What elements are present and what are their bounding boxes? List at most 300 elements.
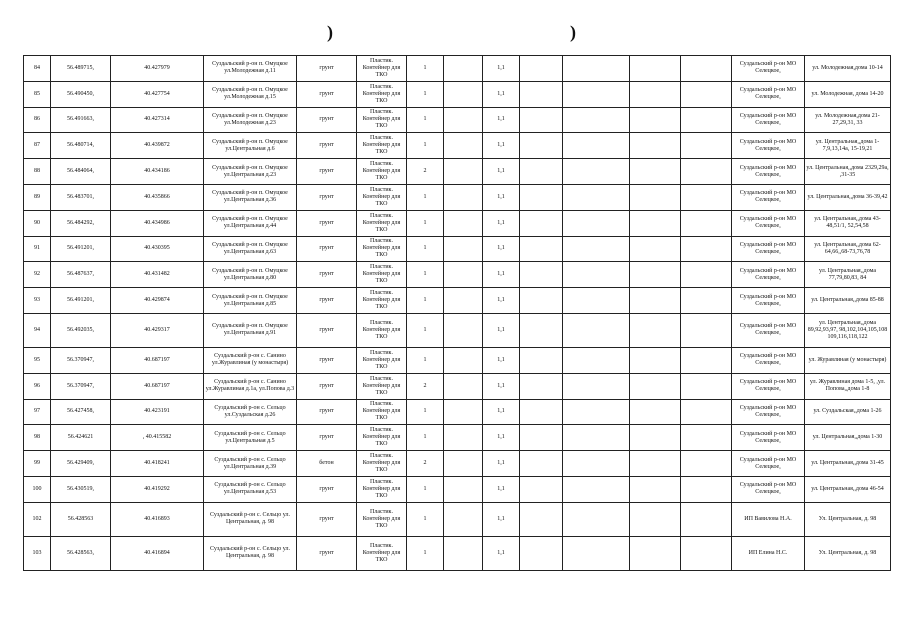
volume-cell: 1,1 <box>483 133 520 159</box>
served-addresses-cell: ул. Журавлиная (у монастыря) <box>805 347 891 373</box>
owner-cell: Суздальский р-он МО Селецкое, <box>732 476 805 502</box>
container-type-cell: Пластик. Контейнер для ТКО <box>357 373 407 399</box>
empty-cell <box>681 502 732 536</box>
empty-cell <box>444 476 483 502</box>
container-count-cell: 1 <box>407 476 444 502</box>
volume-cell: 1,1 <box>483 399 520 425</box>
empty-cell <box>444 451 483 477</box>
table-row <box>24 159 891 185</box>
container-type-cell: Пластик. Контейнер для ТКО <box>357 107 407 133</box>
served-addresses-cell: ул. Центральная,,дома 1-7,9,13,14а, 15-19,21 <box>805 133 891 159</box>
served-addresses-cell: ул. Центральная,,дома 77,79,80,83, 84 <box>805 262 891 288</box>
owner-cell: Суздальский р-он МО Селецкое, <box>732 184 805 210</box>
empty-cell <box>630 81 681 107</box>
address-cell: Суздальский р-он п. Омуцкое ул.Центральная д.63 <box>204 236 297 262</box>
surface-cell: грунт <box>297 81 357 107</box>
empty-cell <box>563 536 630 570</box>
served-addresses-cell: Ул. Центральная, д. 98 <box>805 536 891 570</box>
address-cell: Суздальский р-он с. Сельцо ул. Центральная, д. 98 <box>204 502 297 536</box>
owner-cell: Суздальский р-он МО Селецкое, <box>732 133 805 159</box>
empty-cell <box>444 502 483 536</box>
empty-cell <box>681 536 732 570</box>
table-row <box>24 210 891 236</box>
owner-cell: Суздальский р-он МО Селецкое, <box>732 107 805 133</box>
container-type-cell: Пластик. Контейнер для ТКО <box>357 133 407 159</box>
surface-cell: грунт <box>297 399 357 425</box>
empty-cell <box>444 347 483 373</box>
surface-cell: грунт <box>297 236 357 262</box>
owner-cell: Суздальский р-он МО Селецкое, <box>732 451 805 477</box>
empty-cell <box>681 399 732 425</box>
container-count-cell: 1 <box>407 56 444 82</box>
container-count-cell: 2 <box>407 451 444 477</box>
row-number-cell: 86 <box>24 107 51 133</box>
row-number-cell: 88 <box>24 159 51 185</box>
surface-cell: грунт <box>297 373 357 399</box>
table-row <box>24 107 891 133</box>
container-count-cell: 1 <box>407 502 444 536</box>
surface-cell: грунт <box>297 159 357 185</box>
empty-cell <box>630 451 681 477</box>
address-cell: Суздальский р-он п. Омуцкое ул.Центральная д.85 <box>204 288 297 314</box>
address-cell: Суздальский р-он с. Сельцо ул.Центральная д.39 <box>204 451 297 477</box>
empty-cell <box>520 425 563 451</box>
empty-cell <box>563 451 630 477</box>
owner-cell: Суздальский р-он МО Селецкое, <box>732 81 805 107</box>
owner-cell: Суздальский р-он МО Селецкое, <box>732 347 805 373</box>
volume-cell: 1,1 <box>483 210 520 236</box>
surface-cell: грунт <box>297 476 357 502</box>
container-type-cell: Пластик. Контейнер для ТКО <box>357 236 407 262</box>
empty-cell <box>681 288 732 314</box>
empty-cell <box>520 56 563 82</box>
surface-cell: грунт <box>297 56 357 82</box>
container-type-cell: Пластик. Контейнер для ТКО <box>357 184 407 210</box>
served-addresses-cell: ул. Центральная,,дома 85-88 <box>805 288 891 314</box>
container-type-cell: Пластик. Контейнер для ТКО <box>357 502 407 536</box>
empty-cell <box>681 373 732 399</box>
volume-cell: 1,1 <box>483 107 520 133</box>
row-number-cell: 100 <box>24 476 51 502</box>
container-type-cell: Пластик. Контейнер для ТКО <box>357 262 407 288</box>
empty-cell <box>520 313 563 347</box>
container-count-cell: 1 <box>407 313 444 347</box>
longitude-cell: 40.427979 <box>111 56 204 82</box>
longitude-cell: 40.434186 <box>111 159 204 185</box>
latitude-cell: 56.491663, <box>51 107 111 133</box>
longitude-cell: , 40.415582 <box>111 425 204 451</box>
latitude-cell: 56.427458, <box>51 399 111 425</box>
row-number-cell: 90 <box>24 210 51 236</box>
empty-cell <box>520 536 563 570</box>
owner-cell: Суздальский р-он МО Селецкое, <box>732 425 805 451</box>
table-row <box>24 236 891 262</box>
longitude-cell: 40.429874 <box>111 288 204 314</box>
table-row <box>24 81 891 107</box>
container-type-cell: Пластик. Контейнер для ТКО <box>357 288 407 314</box>
latitude-cell: 56.480714, <box>51 133 111 159</box>
binder-mark-left: ) <box>327 22 333 42</box>
empty-cell <box>563 56 630 82</box>
surface-cell: грунт <box>297 107 357 133</box>
empty-cell <box>520 159 563 185</box>
row-number-cell: 96 <box>24 373 51 399</box>
empty-cell <box>630 56 681 82</box>
container-count-cell: 1 <box>407 399 444 425</box>
longitude-cell: 40.687197 <box>111 373 204 399</box>
empty-cell <box>520 451 563 477</box>
container-count-cell: 1 <box>407 536 444 570</box>
empty-cell <box>563 288 630 314</box>
address-cell: Суздальский р-он п. Омуцкое ул.Центральная д.6 <box>204 133 297 159</box>
latitude-cell: 56.429409, <box>51 451 111 477</box>
address-cell: Суздальский р-он с. Санино ул.Журавлиная д.1а, ул.Попова д.3 <box>204 373 297 399</box>
container-count-cell: 1 <box>407 347 444 373</box>
empty-cell <box>630 107 681 133</box>
row-number-cell: 84 <box>24 56 51 82</box>
row-number-cell: 91 <box>24 236 51 262</box>
volume-cell: 1,1 <box>483 262 520 288</box>
surface-cell: грунт <box>297 425 357 451</box>
owner-cell: Суздальский р-он МО Селецкое, <box>732 262 805 288</box>
empty-cell <box>681 81 732 107</box>
empty-cell <box>681 262 732 288</box>
volume-cell: 1,1 <box>483 451 520 477</box>
container-type-cell: Пластик. Контейнер для ТКО <box>357 451 407 477</box>
served-addresses-cell: ул. Центральная,,дома 43-48,51/1, 52,54,58 <box>805 210 891 236</box>
longitude-cell: 40.423191 <box>111 399 204 425</box>
empty-cell <box>630 210 681 236</box>
owner-cell: Суздальский р-он МО Селецкое, <box>732 210 805 236</box>
empty-cell <box>444 536 483 570</box>
surface-cell: грунт <box>297 313 357 347</box>
volume-cell: 1,1 <box>483 536 520 570</box>
empty-cell <box>563 236 630 262</box>
container-type-cell: Пластик. Контейнер для ТКО <box>357 347 407 373</box>
served-addresses-cell: ул. Суздальская,,дома 1-26 <box>805 399 891 425</box>
container-count-cell: 2 <box>407 159 444 185</box>
longitude-cell: 40.418241 <box>111 451 204 477</box>
volume-cell: 1,1 <box>483 347 520 373</box>
empty-cell <box>681 159 732 185</box>
owner-cell: Суздальский р-он МО Селецкое, <box>732 373 805 399</box>
latitude-cell: 56.487637, <box>51 262 111 288</box>
empty-cell <box>444 262 483 288</box>
empty-cell <box>563 262 630 288</box>
volume-cell: 1,1 <box>483 81 520 107</box>
latitude-cell: 56.489715, <box>51 56 111 82</box>
empty-cell <box>520 399 563 425</box>
surface-cell: грунт <box>297 536 357 570</box>
row-number-cell: 99 <box>24 451 51 477</box>
container-type-cell: Пластик. Контейнер для ТКО <box>357 210 407 236</box>
empty-cell <box>520 502 563 536</box>
container-type-cell: Пластик. Контейнер для ТКО <box>357 536 407 570</box>
container-type-cell: Пластик. Контейнер для ТКО <box>357 56 407 82</box>
surface-cell: грунт <box>297 347 357 373</box>
empty-cell <box>630 347 681 373</box>
container-count-cell: 1 <box>407 107 444 133</box>
latitude-cell: 56.491201, <box>51 288 111 314</box>
address-cell: Суздальский р-он п. Омуцкое ул.Молодежная д.11 <box>204 56 297 82</box>
latitude-cell: 56.428563, <box>51 536 111 570</box>
container-count-cell: 1 <box>407 236 444 262</box>
longitude-cell: 40.419292 <box>111 476 204 502</box>
row-number-cell: 94 <box>24 313 51 347</box>
container-type-cell: Пластик. Контейнер для ТКО <box>357 399 407 425</box>
empty-cell <box>520 107 563 133</box>
row-number-cell: 89 <box>24 184 51 210</box>
address-cell: Суздальский р-он п. Омуцкое ул.Молодежная д.23 <box>204 107 297 133</box>
table-row <box>24 399 891 425</box>
empty-cell <box>630 502 681 536</box>
served-addresses-cell: ул. Центральная,,дома 2329,29а, ,31-35 <box>805 159 891 185</box>
table-row <box>24 313 891 347</box>
address-cell: Суздальский р-он с. Сельцо ул.Суздальская д.26 <box>204 399 297 425</box>
empty-cell <box>563 159 630 185</box>
latitude-cell: 56.490450, <box>51 81 111 107</box>
volume-cell: 1,1 <box>483 56 520 82</box>
empty-cell <box>563 133 630 159</box>
table-row <box>24 288 891 314</box>
empty-cell <box>681 236 732 262</box>
empty-cell <box>681 56 732 82</box>
container-count-cell: 1 <box>407 425 444 451</box>
latitude-cell: 56.428563 <box>51 502 111 536</box>
empty-cell <box>563 184 630 210</box>
longitude-cell: 40.430395 <box>111 236 204 262</box>
longitude-cell: 40.434986 <box>111 210 204 236</box>
owner-cell: Суздальский р-он МО Селецкое, <box>732 288 805 314</box>
address-cell: Суздальский р-он с. Санино ул.Журавлиная (у монастыря) <box>204 347 297 373</box>
longitude-cell: 40.435866 <box>111 184 204 210</box>
table-row <box>24 262 891 288</box>
empty-cell <box>630 476 681 502</box>
empty-cell <box>681 476 732 502</box>
volume-cell: 1,1 <box>483 502 520 536</box>
longitude-cell: 40.429317 <box>111 313 204 347</box>
owner-cell: ИП Елина Н.С. <box>732 536 805 570</box>
empty-cell <box>681 133 732 159</box>
empty-cell <box>563 81 630 107</box>
surface-cell: грунт <box>297 184 357 210</box>
empty-cell <box>563 476 630 502</box>
served-addresses-cell: ул. Журавлиная дома 1-5, ,ул. Попова,,дома 1-8 <box>805 373 891 399</box>
empty-cell <box>563 502 630 536</box>
latitude-cell: 56.491201, <box>51 236 111 262</box>
empty-cell <box>630 184 681 210</box>
container-count-cell: 1 <box>407 133 444 159</box>
empty-cell <box>630 425 681 451</box>
empty-cell <box>681 347 732 373</box>
address-cell: Суздальский р-он п. Омуцкое ул.Центральная д.80 <box>204 262 297 288</box>
table-row <box>24 502 891 536</box>
empty-cell <box>681 107 732 133</box>
empty-cell <box>630 536 681 570</box>
empty-cell <box>681 451 732 477</box>
longitude-cell: 40.687197 <box>111 347 204 373</box>
empty-cell <box>681 210 732 236</box>
served-addresses-cell: ул. Центральная,,дома 89,92,93,97, 98,102,104,105,108 109,116,118,122 <box>805 313 891 347</box>
container-sites-table <box>23 55 891 571</box>
empty-cell <box>563 313 630 347</box>
volume-cell: 1,1 <box>483 425 520 451</box>
volume-cell: 1,1 <box>483 313 520 347</box>
table-row <box>24 184 891 210</box>
table-row <box>24 56 891 82</box>
empty-cell <box>444 107 483 133</box>
row-number-cell: 87 <box>24 133 51 159</box>
row-number-cell: 93 <box>24 288 51 314</box>
empty-cell <box>520 81 563 107</box>
empty-cell <box>563 107 630 133</box>
empty-cell <box>563 399 630 425</box>
surface-cell: грунт <box>297 210 357 236</box>
table-row <box>24 451 891 477</box>
table-row <box>24 425 891 451</box>
latitude-cell: 56.483701, <box>51 184 111 210</box>
row-number-cell: 103 <box>24 536 51 570</box>
latitude-cell: 56.370947, <box>51 373 111 399</box>
row-number-cell: 85 <box>24 81 51 107</box>
owner-cell: Суздальский р-он МО Селецкое, <box>732 313 805 347</box>
address-cell: Суздальский р-он с. Сельцо ул.Центральная д.53 <box>204 476 297 502</box>
latitude-cell: 56.484292, <box>51 210 111 236</box>
empty-cell <box>520 184 563 210</box>
served-addresses-cell: ул. Центральная,,дома 46-54 <box>805 476 891 502</box>
latitude-cell: 56.492035, <box>51 313 111 347</box>
served-addresses-cell: ул. Молодежная, дома 14-20 <box>805 81 891 107</box>
empty-cell <box>520 347 563 373</box>
empty-cell <box>563 425 630 451</box>
container-type-cell: Пластик. Контейнер для ТКО <box>357 425 407 451</box>
empty-cell <box>520 476 563 502</box>
table-row <box>24 347 891 373</box>
volume-cell: 1,1 <box>483 159 520 185</box>
served-addresses-cell: Ул. Центральная, д. 98 <box>805 502 891 536</box>
container-count-cell: 2 <box>407 373 444 399</box>
owner-cell: Суздальский р-он МО Селецкое, <box>732 236 805 262</box>
latitude-cell: 56.424621 <box>51 425 111 451</box>
row-number-cell: 102 <box>24 502 51 536</box>
table-row <box>24 476 891 502</box>
empty-cell <box>520 373 563 399</box>
served-addresses-cell: ул. Молодежная,дома 10-14 <box>805 56 891 82</box>
address-cell: Суздальский р-он п. Омуцкое ул.Центральная д.23 <box>204 159 297 185</box>
owner-cell: Суздальский р-он МО Селецкое, <box>732 399 805 425</box>
surface-cell: грунт <box>297 262 357 288</box>
table-row <box>24 536 891 570</box>
empty-cell <box>444 81 483 107</box>
container-type-cell: Пластик. Контейнер для ТКО <box>357 81 407 107</box>
address-cell: Суздальский р-он с. Сельцо ул. Центральная, д. 98 <box>204 536 297 570</box>
empty-cell <box>563 210 630 236</box>
empty-cell <box>630 236 681 262</box>
row-number-cell: 95 <box>24 347 51 373</box>
surface-cell: грунт <box>297 133 357 159</box>
longitude-cell: 40.439872 <box>111 133 204 159</box>
owner-cell: ИП Вавилова Н.А. <box>732 502 805 536</box>
address-cell: Суздальский р-он п. Омуцкое ул.Центральная д.91 <box>204 313 297 347</box>
surface-cell: грунт <box>297 502 357 536</box>
container-type-cell: Пластик. Контейнер для ТКО <box>357 476 407 502</box>
table-row <box>24 373 891 399</box>
container-count-cell: 1 <box>407 184 444 210</box>
volume-cell: 1,1 <box>483 288 520 314</box>
row-number-cell: 92 <box>24 262 51 288</box>
empty-cell <box>444 184 483 210</box>
served-addresses-cell: ул. Молодежная,дома 21-27,29,31, 33 <box>805 107 891 133</box>
container-type-cell: Пластик. Контейнер для ТКО <box>357 313 407 347</box>
empty-cell <box>444 425 483 451</box>
volume-cell: 1,1 <box>483 236 520 262</box>
surface-cell: бетон <box>297 451 357 477</box>
served-addresses-cell: ул. Центральная,,дома 36-39,42 <box>805 184 891 210</box>
empty-cell <box>444 313 483 347</box>
owner-cell: Суздальский р-он МО Селецкое, <box>732 56 805 82</box>
volume-cell: 1,1 <box>483 373 520 399</box>
empty-cell <box>520 210 563 236</box>
table-row <box>24 133 891 159</box>
latitude-cell: 56.370947, <box>51 347 111 373</box>
empty-cell <box>520 236 563 262</box>
longitude-cell: 40.431482 <box>111 262 204 288</box>
latitude-cell: 56.430519, <box>51 476 111 502</box>
container-count-cell: 1 <box>407 210 444 236</box>
latitude-cell: 56.484064, <box>51 159 111 185</box>
container-count-cell: 1 <box>407 81 444 107</box>
container-count-cell: 1 <box>407 288 444 314</box>
empty-cell <box>630 159 681 185</box>
volume-cell: 1,1 <box>483 476 520 502</box>
owner-cell: Суздальский р-он МО Селецкое, <box>732 159 805 185</box>
empty-cell <box>444 210 483 236</box>
container-count-cell: 1 <box>407 262 444 288</box>
empty-cell <box>520 288 563 314</box>
address-cell: Суздальский р-он п. Омуцкое ул.Центральная д.44 <box>204 210 297 236</box>
empty-cell <box>444 399 483 425</box>
empty-cell <box>630 262 681 288</box>
empty-cell <box>520 262 563 288</box>
longitude-cell: 40.427754 <box>111 81 204 107</box>
longitude-cell: 40.416894 <box>111 536 204 570</box>
row-number-cell: 98 <box>24 425 51 451</box>
empty-cell <box>444 159 483 185</box>
empty-cell <box>444 133 483 159</box>
volume-cell: 1,1 <box>483 184 520 210</box>
empty-cell <box>630 373 681 399</box>
empty-cell <box>630 288 681 314</box>
empty-cell <box>444 288 483 314</box>
address-cell: Суздальский р-он с. Сельцо ул.Центральная д.5 <box>204 425 297 451</box>
address-cell: Суздальский р-он п. Омуцкое ул.Центральная д.36 <box>204 184 297 210</box>
empty-cell <box>630 133 681 159</box>
empty-cell <box>630 313 681 347</box>
empty-cell <box>681 184 732 210</box>
empty-cell <box>444 373 483 399</box>
empty-cell <box>444 236 483 262</box>
container-type-cell: Пластик. Контейнер для ТКО <box>357 159 407 185</box>
served-addresses-cell: ул. Центральная,,дома 31-45 <box>805 451 891 477</box>
empty-cell <box>630 399 681 425</box>
address-cell: Суздальский р-он п. Омуцкое ул.Молодежная д.15 <box>204 81 297 107</box>
empty-cell <box>563 347 630 373</box>
empty-cell <box>681 313 732 347</box>
row-number-cell: 97 <box>24 399 51 425</box>
empty-cell <box>444 56 483 82</box>
served-addresses-cell: ул. Центральная,,дома 62-64,66,,68-73,76,78 <box>805 236 891 262</box>
empty-cell <box>563 373 630 399</box>
